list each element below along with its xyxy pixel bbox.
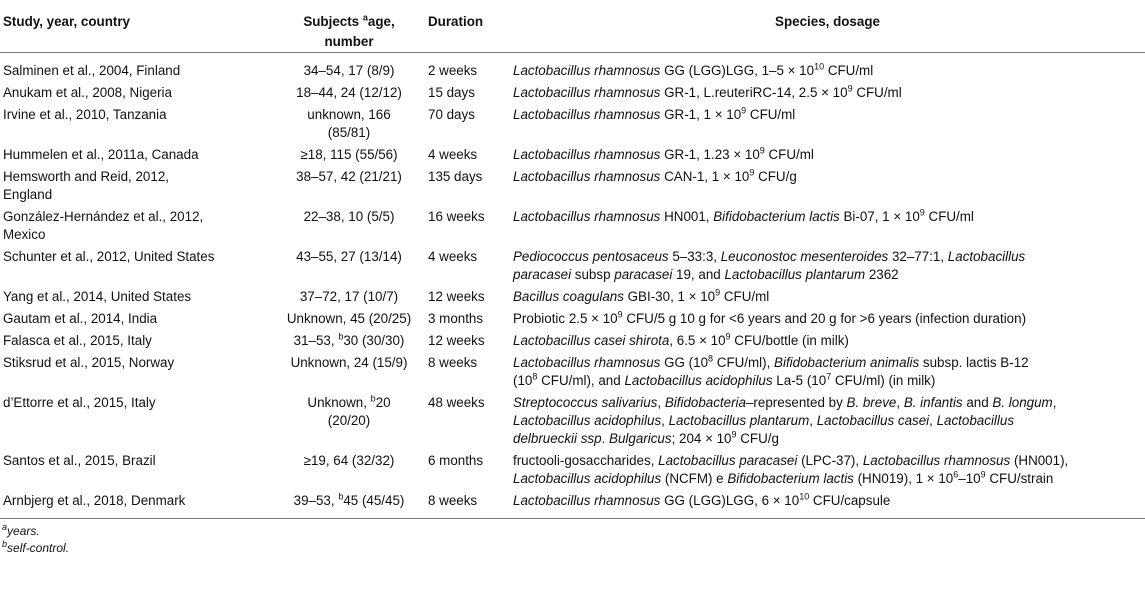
species-name: Lactobacillus rhamnosus (513, 209, 661, 224)
cell-study: Santos et al., 2015, Brazil (3, 453, 156, 468)
cell-species: Probiotic $2.5 \times 10^9$ CFU/5 g 10 g for <6 years and 20 g for >6 years (infection duration) (513, 309, 1027, 326)
exponent: 8 (708, 353, 714, 364)
cell-study: Irvine et al., 2010, Tanzania (3, 107, 167, 122)
species-name: Lactobacillus rhamnosus (513, 355, 661, 370)
species-name: Bifidobacterium lactis (713, 209, 840, 224)
cell-study: Salminen et al., 2004, Finland (3, 63, 181, 78)
cell-subjects: 22–38, 10 (5/5) (303, 209, 395, 224)
exponent: 8 (532, 371, 538, 382)
exponent: 7 (826, 371, 832, 382)
species-name: Leuconostoc mesenteroides (720, 249, 889, 264)
cell-study: González-Hernández et al., 2012, Mexico (3, 209, 204, 242)
exponent: 9 (715, 287, 721, 298)
exponent: 10 (814, 61, 825, 72)
header-species: Species, dosage (775, 14, 880, 29)
table-row (0, 286, 1145, 308)
table-row (0, 330, 1145, 352)
cell-subjects: 18–44, 24 (12/12) (296, 85, 402, 100)
cell-duration: 4 weeks (428, 147, 478, 162)
footnote-sup: a (2, 522, 8, 532)
header-duration: Duration (428, 14, 484, 29)
species-name: Lactobacillus rhamnosus (513, 63, 661, 78)
species-name: Lactobacillus rhamnosus (513, 147, 661, 162)
species-name: paracasei (513, 267, 572, 282)
cell-study: Hummelen et al., 2011a, Canada (3, 147, 199, 162)
exponent: 9 (731, 429, 737, 440)
table-row (0, 206, 1145, 246)
cell-species: Lactobacillus rhamnosus GR-1, $1 \times 10^9$ CFU/ml (513, 105, 796, 122)
table-row (0, 104, 1145, 144)
header-subjects-label2: age, (367, 14, 395, 29)
exponent: 9 (847, 83, 853, 94)
species-name: Lactobacillus casei (816, 413, 930, 428)
exponent: 9 (617, 309, 623, 320)
cell-duration: 12 weeks (428, 289, 485, 304)
species-name: Streptococcus salivarius (513, 395, 658, 410)
species-name: Lactobacillus rhamnosus (513, 169, 661, 184)
footnote-sup: b (2, 539, 8, 549)
species-name: Bacillus coagulans (513, 289, 624, 304)
table-row (0, 352, 1145, 392)
cell-subjects: Unknown, 24 (15/9) (290, 355, 408, 370)
header-study: Study, year, country (3, 14, 131, 29)
cell-subjects: Unknown, 45 (20/25) (286, 311, 412, 326)
exponent: 6 (953, 469, 959, 480)
header-subjects-line2: number (324, 34, 374, 49)
cell-duration: 15 days (428, 85, 475, 100)
exponent: 9 (725, 331, 731, 342)
exponent: 9 (759, 145, 765, 156)
cell-duration: 16 weeks (428, 209, 485, 224)
cell-study: Schunter et al., 2012, United States (3, 249, 215, 264)
header-subjects-label: Subjects (303, 14, 363, 29)
cell-subjects: 38–57, 42 (21/21) (296, 169, 402, 184)
cell-species: Bacillus coagulans GBI-30, $1 \times 10^9$ CFU/ml (513, 287, 770, 304)
cell-subjects: Unknown, $^b$20 (20/20) (307, 393, 391, 428)
cell-species: Lactobacillus rhamnosus CAN-1, $1 \times 10^9$ CFU/g (513, 167, 797, 184)
species-name: Lactobacillus plantarum (668, 413, 810, 428)
species-name: Lactobacillus (947, 249, 1026, 264)
table-row (0, 490, 1145, 519)
cell-duration: 4 weeks (428, 249, 478, 264)
cell-study: d’Ettorre et al., 2015, Italy (3, 395, 156, 410)
species-name: B. longum (992, 395, 1053, 410)
cell-duration: 6 months (428, 453, 484, 468)
cell-duration: 8 weeks (428, 493, 478, 508)
footnote-marker: b (338, 331, 344, 342)
species-name: Lactobacillus (936, 413, 1015, 428)
table-row (0, 246, 1145, 286)
table-body (0, 53, 1145, 519)
header-subjects-sup: a (362, 12, 368, 23)
species-name: Lactobacillus acidophilus (624, 373, 773, 388)
cell-study: Stiksrud et al., 2015, Norway (3, 355, 175, 370)
footnote-text: years. (7, 524, 40, 538)
species-name: Bifidobacterium lactis (727, 471, 854, 486)
footnote (2, 523, 1145, 540)
header-subjects (273, 0, 425, 53)
species-name: Lactobacillus acidophilus (513, 413, 662, 428)
exponent: 9 (741, 105, 747, 116)
cell-species: Lactobacillus rhamnosus HN001, Bifidobacterium lactis Bi-07, $1 \times 10^9$ CFU/ml (513, 207, 974, 224)
cell-duration: 48 weeks (428, 395, 485, 410)
cell-subjects: ≥19, 64 (32/32) (303, 453, 395, 468)
footnote (2, 540, 1145, 557)
exponent: 9 (919, 207, 925, 218)
cell-duration: 12 weeks (428, 333, 485, 348)
cell-subjects: 39–53, $^b$45 (45/45) (293, 491, 405, 508)
cell-species: Lactobacillus rhamnosus GG (LGG)LGG, $6 \times 10^{10}$ CFU/capsule (513, 491, 891, 508)
species-name: Bulgaricus (609, 431, 672, 446)
footnote-text: self-control. (7, 541, 70, 555)
cell-duration: 70 days (428, 107, 475, 122)
footnote-marker: b (370, 393, 376, 404)
species-name: Lactobacillus paracasei (658, 453, 798, 468)
cell-subjects: 37–72, 17 (10/7) (299, 289, 399, 304)
table-row (0, 53, 1145, 83)
table-row (0, 392, 1145, 450)
cell-subjects: unknown, 166 (85/81) (307, 107, 391, 140)
cell-subjects: ≥18, 115 (55/56) (300, 147, 398, 162)
species-name: Lactobacillus casei shirota (513, 333, 670, 348)
cell-study: Hemsworth and Reid, 2012, England (3, 169, 169, 202)
cell-study: Anukam et al., 2008, Nigeria (3, 85, 172, 100)
cell-duration: 3 months (428, 311, 484, 326)
species-name: Lactobacillus rhamnosus (513, 493, 661, 508)
cell-study: Yang et al., 2014, United States (3, 289, 192, 304)
cell-species: Lactobacillus rhamnosus GR-1, L.reuteriRC-14, $2.5 \times 10^9$ CFU/ml (513, 83, 902, 100)
cell-subjects: 43–55, 27 (13/14) (296, 249, 402, 264)
cell-duration: 135 days (428, 169, 483, 184)
cell-species: Lactobacillus rhamnosus GG ($10^8$ CFU/ml), Bifidobacterium animalis subsp. lactis B-12 ($10^8$ CFU/ml), and Lactobacillus acidophilus La-5 ($10^7$ CFU/ml) (in milk) (513, 353, 1029, 388)
species-name: Lactobacillus acidophilus (513, 471, 662, 486)
species-name: Lactobacillus rhamnosus (862, 453, 1011, 468)
cell-study: Falasca et al., 2015, Italy (3, 333, 152, 348)
cell-species: fructooli-gosaccharides, Lactobacillus paracasei (LPC-37), Lactobacillus rhamnosus (HN001), Lactobacillus acidophilus (NCFM) e Bifidobacterium lactis (HN019), $1 \times 10^6-10^9$ CFU/strain (513, 453, 1069, 486)
species-name: B. infantis (903, 395, 963, 410)
species-name: Bifidobacteria (664, 395, 746, 410)
cell-species: Lactobacillus rhamnosus GR-1, $1.23 \times 10^9$ CFU/ml (513, 145, 814, 162)
cell-species: Lactobacillus rhamnosus GG (LGG)LGG, $1-5 \times 10^{10}$ CFU/ml (513, 61, 874, 78)
cell-duration: 8 weeks (428, 355, 478, 370)
table-row (0, 166, 1145, 206)
cell-study: Gautam et al., 2014, India (3, 311, 158, 326)
cell-subjects: 31–53, $^b$30 (30/30) (293, 331, 405, 348)
cell-duration: 2 weeks (428, 63, 478, 78)
species-name: Lactobacillus rhamnosus (513, 85, 661, 100)
cell-subjects: 34–54, 17 (8/9) (303, 63, 395, 78)
table-row (0, 144, 1145, 166)
header-row (0, 0, 1145, 53)
table-row (0, 450, 1145, 490)
species-name: paracasei (614, 267, 673, 282)
species-name: Pediococcus pentosaceus (513, 249, 669, 264)
exponent: 9 (749, 167, 755, 178)
species-name: Lactobacillus plantarum (724, 267, 866, 282)
cell-study: Arnbjerg et al., 2018, Denmark (3, 493, 186, 508)
species-name: B. breve (846, 395, 897, 410)
footnotes (0, 523, 1145, 557)
cell-species: Streptococcus salivarius, Bifidobacteria–represented by B. breve, B. infantis and B. longum, Lactobacillus acidophilus, Lactobacillus plantarum, Lactobacillus casei, Lactobacillus delbrueckii ssp. Bulgaricus; $204 \times 10^9$ CFU/g (513, 395, 1057, 446)
cell-species: Lactobacillus casei shirota, $6.5 \times 10^9$ CFU/bottle (in milk) (513, 331, 849, 348)
exponent: 9 (980, 469, 986, 480)
exponent: 10 (799, 491, 810, 502)
table-row (0, 308, 1145, 330)
footnote-marker: b (338, 491, 344, 502)
cell-species: Pediococcus pentosaceus 5–33:3, Leuconostoc mesenteroides 32–77:1, Lactobacillus paracasei subsp paracasei 19, and Lactobacillus plantarum 2362 (513, 249, 1026, 282)
table-row (0, 82, 1145, 104)
species-name: Lactobacillus rhamnosus (513, 107, 661, 122)
species-name: delbrueckii ssp (513, 431, 602, 446)
species-name: Bifidobacterium animalis (774, 355, 920, 370)
